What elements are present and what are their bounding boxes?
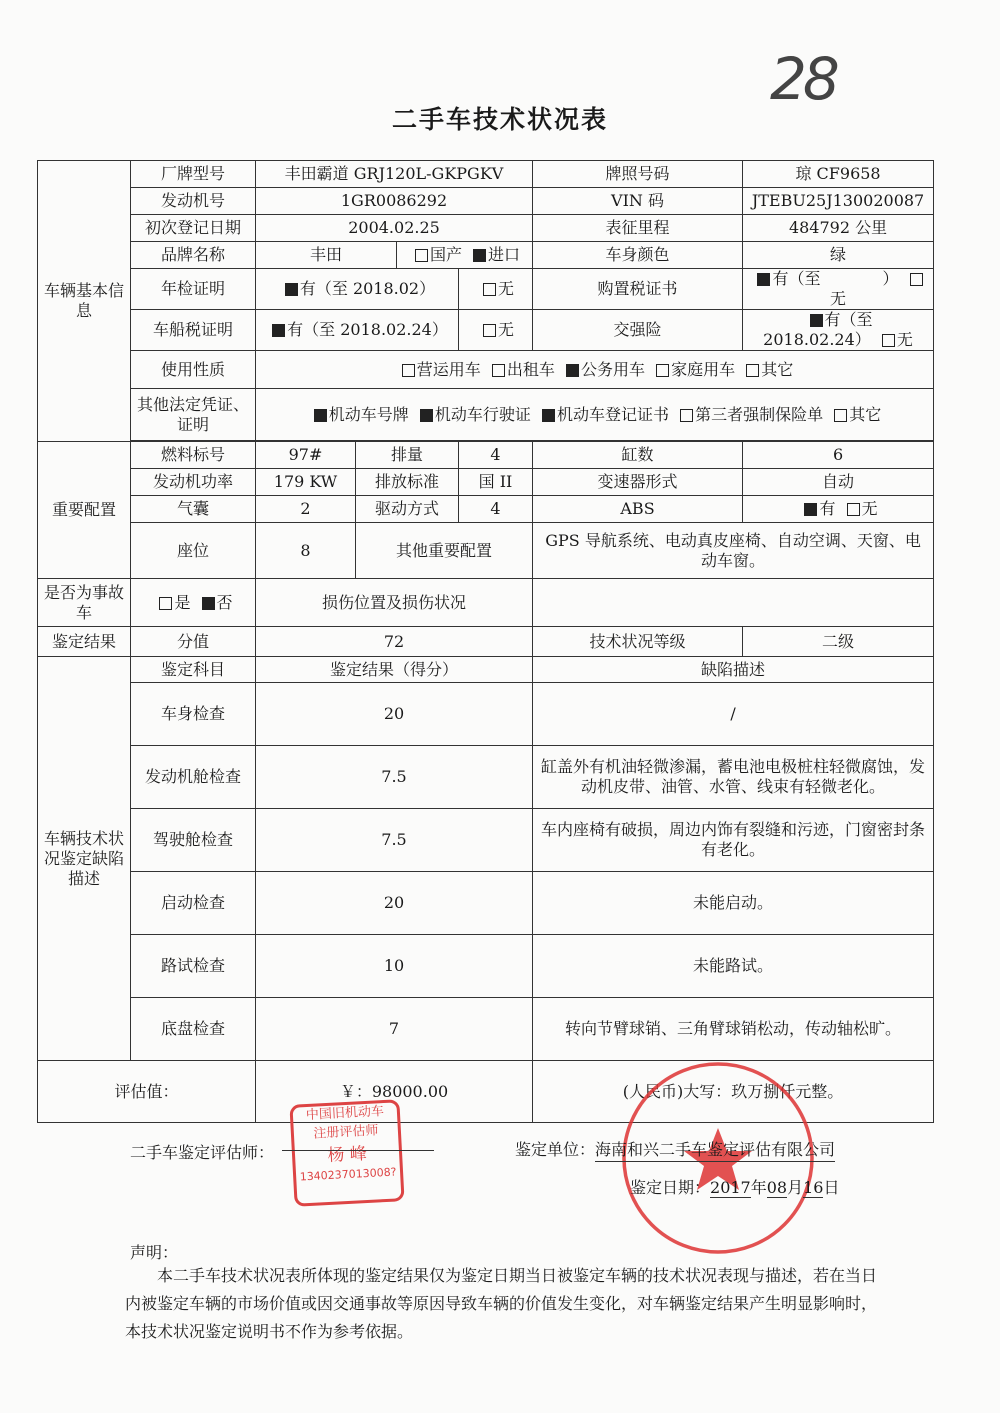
checkbox-purchase-tax-no <box>910 273 923 286</box>
label-other-config: 其他重要配置 <box>356 523 533 579</box>
checkbox-abs-no <box>847 503 860 516</box>
abs-yes-label: 有 <box>819 499 836 518</box>
checkbox-insurance-yes <box>810 314 823 327</box>
label-brand-model: 厂牌型号 <box>131 161 256 188</box>
unit-name: 海南和兴二手车鉴定评估有限公司 <box>595 1140 835 1162</box>
section-config: 重要配置 <box>38 442 131 579</box>
value-brand: 丰田 <box>256 242 397 269</box>
inspection-item: 驾驶舱检查 <box>131 809 256 872</box>
statement-label: 声明： <box>130 1243 179 1262</box>
inspection-score: 20 <box>256 872 533 935</box>
abs-no-label: 无 <box>861 499 878 518</box>
checkbox-inspection-no <box>483 283 496 296</box>
value-valuation: ￥：98000.00 <box>256 1061 533 1123</box>
checkbox-domestic <box>415 249 428 262</box>
seal-line: 杨 峰 <box>326 1143 368 1166</box>
value-cylinders: 6 <box>743 442 934 469</box>
value-damage <box>533 579 934 627</box>
label-transmission: 变速器形式 <box>533 469 743 496</box>
inspection-no <box>459 269 533 310</box>
checkbox-accident-no <box>202 597 215 610</box>
insurance-no-label: 无 <box>896 330 913 349</box>
appraiser-seal <box>289 1099 404 1207</box>
seal-line: 注册评估师 <box>313 1123 379 1142</box>
header-item: 鉴定科目 <box>131 657 256 683</box>
checkbox-usage-operating <box>402 364 415 377</box>
checkbox-vessel-tax-yes <box>272 324 285 337</box>
inspection-item: 底盘检查 <box>131 998 256 1061</box>
label-reg-date: 初次登记日期 <box>131 215 256 242</box>
vehicle-status-table <box>37 160 934 1123</box>
purchase-tax-yes-label: 有（至 <box>772 269 821 288</box>
label-seats: 座位 <box>131 523 256 579</box>
table-row <box>38 746 934 809</box>
label-fuel: 燃料标号 <box>131 442 256 469</box>
label-valuation: 评估值： <box>38 1061 256 1123</box>
cert-insurance-label: 第三者强制保险单 <box>695 404 824 424</box>
abs-options <box>743 496 934 523</box>
checkbox-insurance-doc <box>680 409 693 422</box>
docs-options <box>256 389 934 441</box>
vessel-tax-no-label: 无 <box>498 320 515 339</box>
usage-options <box>256 351 934 389</box>
seal-line: 中国旧机动车 <box>305 1104 385 1124</box>
value-score: 72 <box>256 627 533 657</box>
checkbox-abs-yes <box>804 503 817 516</box>
inspection-item: 车身检查 <box>131 683 256 746</box>
label-insurance: 交强险 <box>533 310 743 351</box>
label-inspection: 年检证明 <box>131 269 256 310</box>
checkbox-usage-taxi <box>492 364 505 377</box>
value-brand-model: 丰田霸道 GRJ120L-GKPGKV <box>256 161 533 188</box>
section-inspection: 车辆技术状况鉴定缺陷描述 <box>38 657 131 1061</box>
value-color: 绿 <box>743 242 934 269</box>
label-cylinders: 缸数 <box>533 442 743 469</box>
inspection-defect: 未能路试。 <box>533 935 934 998</box>
checkbox-registration-doc <box>542 409 555 422</box>
section-basic-info: 车辆基本信息 <box>38 161 131 442</box>
date-day-unit: 日 <box>823 1178 840 1197</box>
signature-line <box>282 1150 434 1151</box>
inspection-score: 7 <box>256 998 533 1061</box>
date-label: 鉴定日期： <box>630 1178 711 1197</box>
inspection-defect: 缸盖外有机油轻微渗漏，蓄电池电极桩柱轻微腐蚀，发动机皮带、油管、水管、线束有轻微老化。 <box>533 746 934 809</box>
cert-other-label: 其它 <box>849 404 882 424</box>
inspection-score: 7.5 <box>256 746 533 809</box>
label-other-docs: 其他法定凭证、证明 <box>131 389 256 441</box>
insurance-options <box>743 310 934 351</box>
label-plate: 牌照号码 <box>533 161 743 188</box>
table-row <box>38 872 934 935</box>
checkbox-imported <box>473 249 486 262</box>
document-title: 二手车技术状况表 <box>391 105 608 134</box>
value-plate: 琼 CF9658 <box>743 161 934 188</box>
inspection-yes-label: 有（至 2018.02） <box>299 279 436 298</box>
accident-yes-label: 是 <box>174 592 191 612</box>
label-damage: 损伤位置及损伤状况 <box>256 579 533 627</box>
inspection-item: 发动机舱检查 <box>131 746 256 809</box>
table-row <box>38 998 934 1061</box>
value-power: 179 KW <box>256 469 356 496</box>
vessel-tax-yes <box>256 310 459 351</box>
checkbox-usage-official <box>566 364 579 377</box>
value-emission: 国 II <box>459 469 533 496</box>
inspection-score: 20 <box>256 683 533 746</box>
date-month-unit: 月 <box>787 1178 804 1197</box>
origin-options <box>397 242 533 269</box>
usage-operating-label: 营运用车 <box>416 359 481 379</box>
label-accident: 是否为事故车 <box>38 579 131 627</box>
vessel-tax-yes-label: 有（至 2018.02.24） <box>287 320 448 339</box>
label-grade: 技术状况等级 <box>533 627 743 657</box>
inspection-defect: 未能启动。 <box>533 872 934 935</box>
label-engine-no: 发动机号 <box>131 188 256 215</box>
inspection-item: 路试检查 <box>131 935 256 998</box>
vessel-tax-no <box>459 310 533 351</box>
checkbox-other-doc <box>834 409 847 422</box>
usage-other-label: 其它 <box>761 359 794 379</box>
label-displacement: 排量 <box>356 442 459 469</box>
value-reg-date: 2004.02.25 <box>256 215 533 242</box>
header-result: 鉴定结果（得分） <box>256 657 533 683</box>
unit-label: 鉴定单位： <box>515 1140 596 1159</box>
cert-license-label: 机动车行驶证 <box>434 404 531 424</box>
unit-row <box>515 1137 835 1160</box>
accident-no-label: 否 <box>216 592 233 612</box>
label-result: 鉴定结果 <box>38 627 131 657</box>
inspection-defect: / <box>533 683 934 746</box>
label-usage: 使用性质 <box>131 351 256 389</box>
checkbox-usage-other <box>746 364 759 377</box>
usage-official-label: 公务用车 <box>581 359 646 379</box>
inspection-item: 启动检查 <box>131 872 256 935</box>
label-power: 发动机功率 <box>131 469 256 496</box>
inspection-yes <box>256 269 459 310</box>
label-airbag: 气囊 <box>131 496 256 523</box>
date-month: 08 <box>766 1178 788 1197</box>
date-day: 16 <box>803 1178 824 1197</box>
checkbox-insurance-no <box>882 334 895 347</box>
checkbox-license-doc <box>420 409 433 422</box>
usage-taxi-label: 出租车 <box>506 359 555 379</box>
value-transmission: 自动 <box>743 469 934 496</box>
label-drive: 驱动方式 <box>356 496 459 523</box>
label-purchase-tax: 购置税证书 <box>533 269 743 310</box>
label-vin: VIN 码 <box>533 188 743 215</box>
value-other-config: GPS 导航系统、电动真皮座椅、自动空调、天窗、电动车窗。 <box>533 523 934 579</box>
value-displacement: 4 <box>459 442 533 469</box>
value-mileage: 484792 公里 <box>743 215 934 242</box>
checkbox-usage-family <box>656 364 669 377</box>
imported-label: 进口 <box>488 245 521 264</box>
valuation-words: (人民币)大写：玖万捌仟元整。 <box>533 1061 934 1123</box>
table-row <box>38 683 934 746</box>
value-seats: 8 <box>256 523 356 579</box>
label-emission: 排放标准 <box>356 469 459 496</box>
label-brand: 品牌名称 <box>131 242 256 269</box>
inspection-score: 10 <box>256 935 533 998</box>
usage-family-label: 家庭用车 <box>671 359 736 379</box>
header-defect: 缺陷描述 <box>533 657 934 683</box>
date-year: 2017 <box>710 1178 751 1197</box>
checkbox-accident-yes <box>159 597 172 610</box>
domestic-label: 国产 <box>429 245 462 264</box>
checkbox-vessel-tax-no <box>483 324 496 337</box>
date-row <box>630 1175 840 1198</box>
value-airbag: 2 <box>256 496 356 523</box>
label-color: 车身颜色 <box>533 242 743 269</box>
value-vin: JTEBU25J130020087 <box>743 188 934 215</box>
table-row <box>38 935 934 998</box>
value-engine-no: 1GR0086292 <box>256 188 533 215</box>
value-drive: 4 <box>459 496 533 523</box>
insurance-yes-label: 有（至 2018.02.24） <box>763 310 873 349</box>
checkbox-plate-doc <box>314 409 327 422</box>
statement-text: 本二手车技术状况表所体现的鉴定结果仅为鉴定日期当日被鉴定车辆的技术状况表现与描述，若在当日内被鉴定车辆的市场价值或因交通事故等原因导致车辆的价值发生变化，对车辆鉴定结果产生明显影响时，本技术状况鉴定说明书不作为参考依据。 <box>125 1266 878 1341</box>
handwritten-page-number: 28 <box>770 45 836 113</box>
label-mileage: 表征里程 <box>533 215 743 242</box>
cert-registration-label: 机动车登记证书 <box>557 404 670 424</box>
cert-plate-label: 机动车号牌 <box>328 404 409 424</box>
date-year-unit: 年 <box>750 1178 767 1197</box>
table-row <box>38 809 934 872</box>
appraiser-label: 二手车鉴定评估师： <box>130 1143 275 1162</box>
accident-options <box>131 579 256 627</box>
purchase-tax-close: ） <box>882 269 899 288</box>
checkbox-purchase-tax-yes <box>757 273 770 286</box>
seal-line: 1340237013008? <box>299 1165 397 1184</box>
value-fuel: 97# <box>256 442 356 469</box>
inspection-defect: 车内座椅有破损，周边内饰有裂缝和污迹，门窗密封条有老化。 <box>533 809 934 872</box>
purchase-tax-no-label: 无 <box>830 289 847 308</box>
label-abs: ABS <box>533 496 743 523</box>
inspection-score: 7.5 <box>256 809 533 872</box>
label-vessel-tax: 车船税证明 <box>131 310 256 351</box>
value-grade: 二级 <box>743 627 934 657</box>
inspection-defect: 转向节臂球销、三角臂球销松动，传动轴松旷。 <box>533 998 934 1061</box>
label-score: 分值 <box>131 627 256 657</box>
purchase-tax-yes <box>743 269 934 310</box>
inspection-no-label: 无 <box>498 279 515 298</box>
checkbox-inspection-yes <box>285 283 298 296</box>
